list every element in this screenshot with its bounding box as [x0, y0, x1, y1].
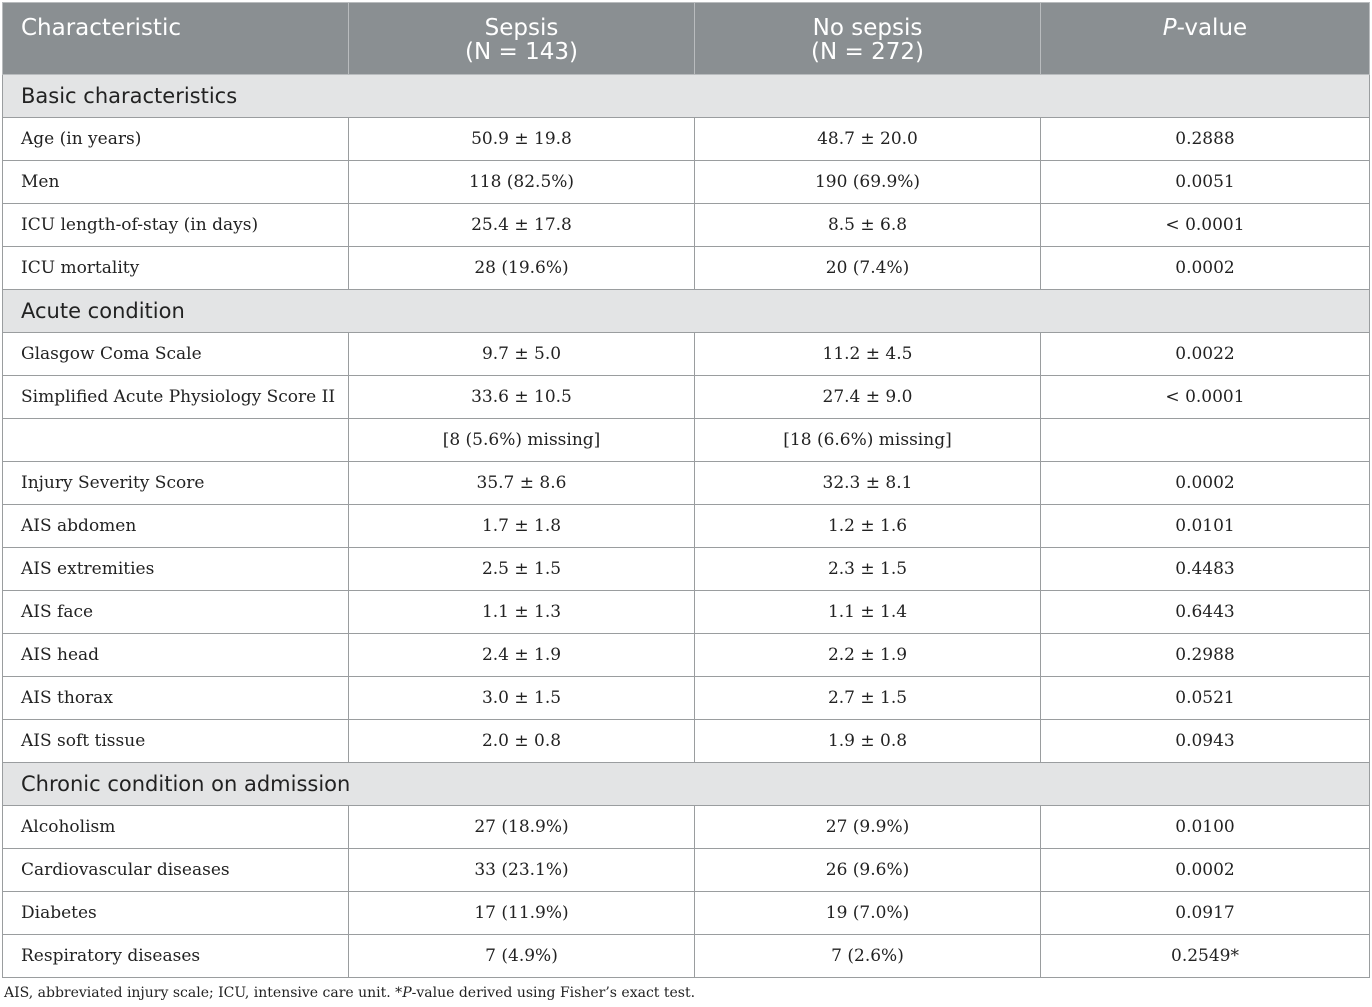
- header-p-rest: -value: [1176, 15, 1248, 41]
- cell-no-sepsis: [18 (6.6%) missing]: [695, 419, 1041, 462]
- characteristics-table: [2, 2, 1370, 978]
- table-row: [3, 419, 1370, 462]
- cell-no-sepsis: 2.3 ± 1.5: [695, 548, 1041, 591]
- table-row: [3, 548, 1370, 591]
- cell-p-value: 0.4483: [1041, 548, 1370, 591]
- cell-p-value: < 0.0001: [1041, 204, 1370, 247]
- header-p-value: [1041, 3, 1370, 75]
- cell-p-value: 0.0521: [1041, 677, 1370, 720]
- table-row: [3, 118, 1370, 161]
- cell-no-sepsis: 2.2 ± 1.9: [695, 634, 1041, 677]
- cell-p-value: 0.0002: [1041, 849, 1370, 892]
- header-no-sepsis-title: No sepsis: [812, 15, 923, 41]
- header-sepsis: [349, 3, 695, 75]
- table-row: [3, 935, 1370, 978]
- table-row: [3, 720, 1370, 763]
- cell-sepsis: 1.7 ± 1.8: [349, 505, 695, 548]
- table-row: [3, 333, 1370, 376]
- cell-no-sepsis: 1.1 ± 1.4: [695, 591, 1041, 634]
- cell-sepsis: 1.1 ± 1.3: [349, 591, 695, 634]
- cell-p-value: [1041, 419, 1370, 462]
- cell-p-value: 0.0917: [1041, 892, 1370, 935]
- footnote-text-1: AIS, abbreviated injury scale; ICU, intensive care unit. *: [4, 985, 403, 1001]
- cell-no-sepsis: 32.3 ± 8.1: [695, 462, 1041, 505]
- header-characteristic: Characteristic: [3, 3, 349, 75]
- section-title: Acute condition: [3, 290, 1370, 333]
- cell-no-sepsis: 1.2 ± 1.6: [695, 505, 1041, 548]
- row-label: Age (in years): [3, 118, 349, 161]
- header-sepsis-title: Sepsis: [484, 15, 559, 41]
- row-label: AIS face: [3, 591, 349, 634]
- table-row: [3, 462, 1370, 505]
- cell-no-sepsis: 19 (7.0%): [695, 892, 1041, 935]
- cell-p-value: 0.0100: [1041, 806, 1370, 849]
- header-no-sepsis-count: (N = 272): [811, 39, 924, 65]
- table-row: [3, 591, 1370, 634]
- row-label: Cardiovascular diseases: [3, 849, 349, 892]
- cell-sepsis: 2.0 ± 0.8: [349, 720, 695, 763]
- cell-sepsis: 17 (11.9%): [349, 892, 695, 935]
- cell-sepsis: 9.7 ± 5.0: [349, 333, 695, 376]
- header-p-italic: P: [1162, 15, 1177, 41]
- cell-p-value: 0.0002: [1041, 462, 1370, 505]
- cell-no-sepsis: 11.2 ± 4.5: [695, 333, 1041, 376]
- row-label: Men: [3, 161, 349, 204]
- header-sepsis-count: (N = 143): [465, 39, 578, 65]
- section-row: [3, 75, 1370, 118]
- cell-no-sepsis: 20 (7.4%): [695, 247, 1041, 290]
- table-row: [3, 892, 1370, 935]
- cell-sepsis: 3.0 ± 1.5: [349, 677, 695, 720]
- header-row: [3, 3, 1370, 75]
- row-label: ICU length-of-stay (in days): [3, 204, 349, 247]
- row-label: Alcoholism: [3, 806, 349, 849]
- section-title: Chronic condition on admission: [3, 763, 1370, 806]
- cell-p-value: 0.0943: [1041, 720, 1370, 763]
- cell-sepsis: 33 (23.1%): [349, 849, 695, 892]
- table-row: [3, 161, 1370, 204]
- cell-p-value: 0.0002: [1041, 247, 1370, 290]
- cell-no-sepsis: 27.4 ± 9.0: [695, 376, 1041, 419]
- cell-no-sepsis: 190 (69.9%): [695, 161, 1041, 204]
- cell-no-sepsis: 8.5 ± 6.8: [695, 204, 1041, 247]
- row-label: AIS extremities: [3, 548, 349, 591]
- table-row: [3, 247, 1370, 290]
- row-label: AIS head: [3, 634, 349, 677]
- table-row: [3, 634, 1370, 677]
- cell-sepsis: 2.4 ± 1.9: [349, 634, 695, 677]
- cell-no-sepsis: 48.7 ± 20.0: [695, 118, 1041, 161]
- cell-p-value: 0.0051: [1041, 161, 1370, 204]
- row-label: AIS thorax: [3, 677, 349, 720]
- cell-p-value: < 0.0001: [1041, 376, 1370, 419]
- cell-p-value: 0.0022: [1041, 333, 1370, 376]
- table-row: [3, 204, 1370, 247]
- table-body: [3, 75, 1370, 978]
- row-label: Injury Severity Score: [3, 462, 349, 505]
- cell-p-value: 0.6443: [1041, 591, 1370, 634]
- table-footnote: [4, 985, 695, 1001]
- cell-no-sepsis: 27 (9.9%): [695, 806, 1041, 849]
- cell-sepsis: 28 (19.6%): [349, 247, 695, 290]
- row-label: AIS abdomen: [3, 505, 349, 548]
- footnote-text-2: -value derived using Fisher’s exact test.: [411, 985, 696, 1001]
- section-row: [3, 290, 1370, 333]
- row-label: AIS soft tissue: [3, 720, 349, 763]
- table-row: [3, 849, 1370, 892]
- cell-sepsis: 2.5 ± 1.5: [349, 548, 695, 591]
- footnote-p-italic: P: [402, 985, 412, 1001]
- row-label: Simplified Acute Physiology Score II: [3, 376, 349, 419]
- cell-p-value: 0.2988: [1041, 634, 1370, 677]
- cell-p-value: 0.2888: [1041, 118, 1370, 161]
- section-title: Basic characteristics: [3, 75, 1370, 118]
- cell-no-sepsis: 1.9 ± 0.8: [695, 720, 1041, 763]
- cell-no-sepsis: 26 (9.6%): [695, 849, 1041, 892]
- cell-sepsis: 25.4 ± 17.8: [349, 204, 695, 247]
- row-label: Diabetes: [3, 892, 349, 935]
- table-row: [3, 806, 1370, 849]
- cell-no-sepsis: 2.7 ± 1.5: [695, 677, 1041, 720]
- cell-sepsis: 27 (18.9%): [349, 806, 695, 849]
- cell-sepsis: 50.9 ± 19.8: [349, 118, 695, 161]
- table-header: [3, 3, 1370, 75]
- table-row: [3, 376, 1370, 419]
- cell-sepsis: 7 (4.9%): [349, 935, 695, 978]
- cell-sepsis: 118 (82.5%): [349, 161, 695, 204]
- cell-p-value: 0.0101: [1041, 505, 1370, 548]
- row-label: Respiratory diseases: [3, 935, 349, 978]
- header-no-sepsis: [695, 3, 1041, 75]
- characteristics-table-container: [2, 2, 1369, 978]
- row-label: Glasgow Coma Scale: [3, 333, 349, 376]
- cell-sepsis: 35.7 ± 8.6: [349, 462, 695, 505]
- row-label: ICU mortality: [3, 247, 349, 290]
- row-label: [3, 419, 349, 462]
- section-row: [3, 763, 1370, 806]
- cell-sepsis: [8 (5.6%) missing]: [349, 419, 695, 462]
- cell-sepsis: 33.6 ± 10.5: [349, 376, 695, 419]
- cell-p-value: 0.2549*: [1041, 935, 1370, 978]
- table-row: [3, 505, 1370, 548]
- table-row: [3, 677, 1370, 720]
- cell-no-sepsis: 7 (2.6%): [695, 935, 1041, 978]
